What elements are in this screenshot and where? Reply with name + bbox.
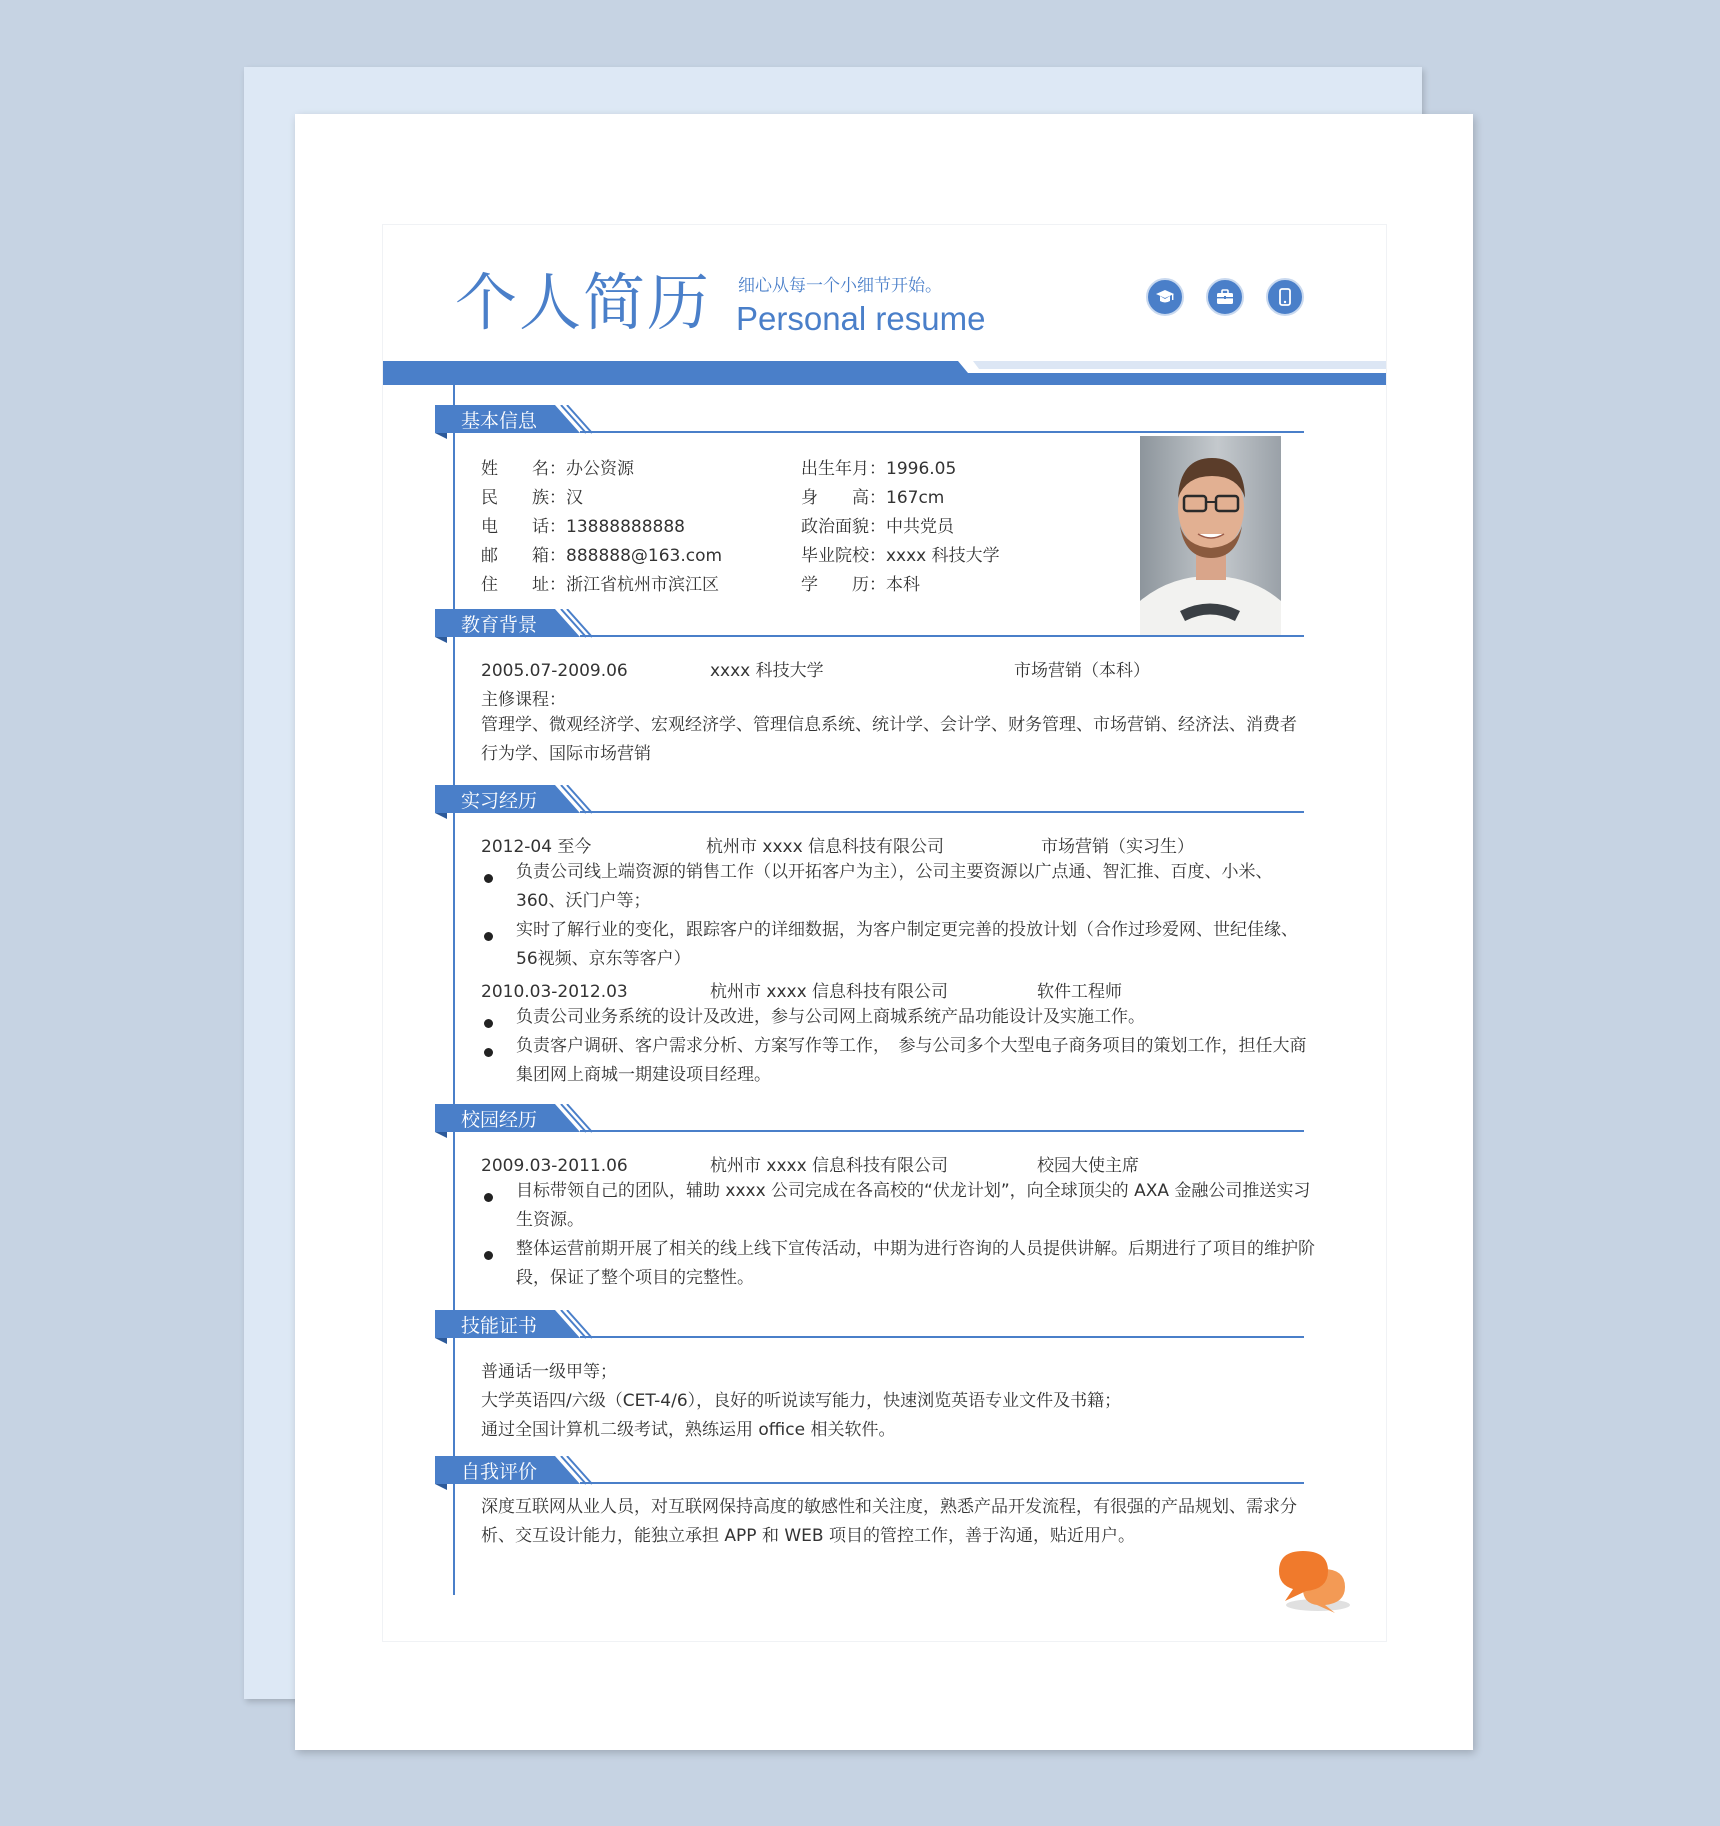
section-rule (580, 811, 1304, 813)
section-rule (580, 1130, 1304, 1132)
resume-title: 个人简历 (455, 266, 712, 339)
education-major: 市场营销（本科） (1014, 661, 1150, 681)
section-title: 基本信息 (461, 410, 538, 432)
skill-line: 大学英语四/六级（CET-4/6），良好的听说读写能力，快速浏览英语专业文件及书籍； (481, 1391, 1122, 1411)
info-value-phone: 13888888888 (566, 517, 685, 537)
section-rule (580, 635, 1304, 637)
section-campus (435, 1104, 1303, 1138)
section-rule (580, 1482, 1304, 1484)
info-value-ethnicity: 汉 (566, 488, 583, 508)
resume-title-english: Personal resume (736, 300, 986, 337)
job-bullet: 负责公司线上端资源的销售工作（以开拓客户为主），公司主要资源以广点通、智汇推、百度、小米、360、沃门户等； (516, 862, 1273, 911)
section-title: 实习经历 (461, 790, 538, 812)
bullet-dot (484, 874, 493, 883)
bullet-dot (484, 1251, 493, 1260)
campus-bullet: 目标带领自己的团队，辅助 xxxx 公司完成在各高校的“伏龙计划”，向全球顶尖的 AXA 金融公司推送实习生资源。 (516, 1181, 1311, 1230)
info-value-degree: 本科 (886, 575, 920, 595)
info-value-name: 办公资源 (566, 459, 634, 479)
education-courses: 管理学、微观经济学、宏观经济学、管理信息系统、统计学、会计学、财务管理、市场营销、经济法、消费者行为学、国际市场营销 (481, 715, 1297, 764)
info-label-birth: 出生年月： (801, 459, 886, 479)
job-bullet: 负责公司业务系统的设计及改进，参与公司网上商城系统产品功能设计及实施工作。 (516, 1007, 1145, 1027)
resume-content (382, 224, 1387, 1642)
phone-icon (1266, 278, 1304, 316)
info-value-address: 浙江省杭州市滨江区 (566, 575, 719, 595)
job-period: 2012-04 至今 (481, 837, 592, 857)
info-label-degree: 学 历： (801, 575, 886, 595)
section-title: 校园经历 (461, 1109, 538, 1131)
job-bullet: 负责客户调研、客户需求分析、方案写作等工作， 参与公司多个大型电子商务项目的策划工作，担任大商集团网上商城一期建设项目经理。 (516, 1036, 1307, 1085)
campus-role: 校园大使主席 (1037, 1156, 1139, 1176)
info-label-email: 邮 箱： (481, 546, 566, 566)
education-courses-label: 主修课程： (481, 690, 566, 710)
section-self-evaluation (435, 1456, 1303, 1490)
info-value-height: 167cm (886, 488, 945, 508)
info-value-school: xxxx 科技大学 (886, 546, 1000, 566)
resume-page (295, 114, 1473, 1750)
section-education (435, 609, 1303, 643)
skill-line: 通过全国计算机二级考试，熟练运用 office 相关软件。 (481, 1420, 896, 1440)
bullet-dot (484, 1019, 493, 1028)
section-rule (580, 431, 1304, 433)
campus-period: 2009.03-2011.06 (481, 1156, 628, 1176)
info-label-political: 政治面貌： (801, 517, 886, 537)
job-role: 软件工程师 (1037, 982, 1122, 1002)
section-rule (580, 1336, 1304, 1338)
job-bullet: 实时了解行业的变化，跟踪客户的详细数据，为客户制定更完善的投放计划（合作过珍爱网、世纪佳缘、56视频、京东等客户） (516, 920, 1298, 969)
education-period: 2005.07-2009.06 (481, 661, 628, 681)
resume-slogan: 细心从每一个小细节开始。 (738, 276, 942, 296)
info-label-height: 身 高： (801, 488, 886, 508)
info-value-political: 中共党员 (886, 517, 954, 537)
section-title: 技能证书 (461, 1315, 538, 1337)
chat-bubbles-icon (1273, 1547, 1353, 1621)
job-company: 杭州市 xxxx 信息科技有限公司 (706, 837, 945, 857)
section-skills (435, 1310, 1303, 1344)
header-band (383, 361, 1386, 385)
info-label-ethnicity: 民 族： (481, 488, 566, 508)
info-label-address: 住 址： (481, 575, 566, 595)
education-school: xxxx 科技大学 (710, 661, 824, 681)
info-value-birth: 1996.05 (886, 459, 957, 479)
info-label-school: 毕业院校： (801, 546, 886, 566)
info-value-email: 888888@163.com (566, 546, 723, 566)
graduation-cap-icon (1146, 278, 1184, 316)
bullet-dot (484, 932, 493, 941)
timeline-line (453, 385, 455, 1595)
info-label-name: 姓 名： (481, 459, 566, 479)
bullet-dot (484, 1048, 493, 1057)
section-internship (435, 785, 1303, 819)
section-basic-info (435, 405, 1303, 439)
campus-company: 杭州市 xxxx 信息科技有限公司 (710, 1156, 949, 1176)
job-role: 市场营销（实习生） (1041, 837, 1194, 857)
campus-bullet: 整体运营前期开展了相关的线上线下宣传活动，中期为进行咨询的人员提供讲解。后期进行了项目的维护阶段，保证了整个项目的完整性。 (516, 1239, 1315, 1288)
job-period: 2010.03-2012.03 (481, 982, 628, 1002)
skill-line: 普通话一级甲等； (481, 1362, 617, 1382)
profile-photo (1140, 436, 1281, 637)
section-title: 自我评价 (461, 1461, 538, 1483)
job-company: 杭州市 xxxx 信息科技有限公司 (710, 982, 949, 1002)
briefcase-icon (1206, 278, 1244, 316)
section-title: 教育背景 (461, 614, 538, 636)
bullet-dot (484, 1193, 493, 1202)
info-label-phone: 电 话： (481, 517, 566, 537)
self-evaluation-text: 深度互联网从业人员，对互联网保持高度的敏感性和关注度，熟悉产品开发流程，有很强的产品规划、需求分析、交互设计能力，能独立承担 APP 和 WEB 项目的管控工作，善于沟通，贴近用户。 (481, 1497, 1297, 1546)
